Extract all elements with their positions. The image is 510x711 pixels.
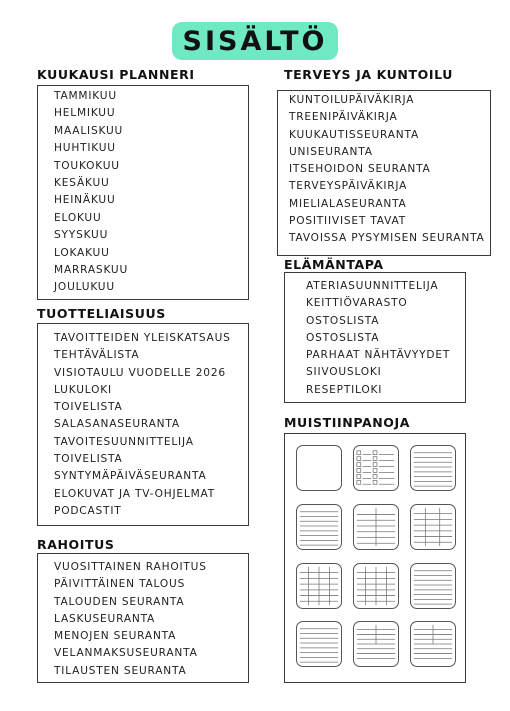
planner-item: TAMMIKUU — [54, 90, 117, 102]
note-template-split-page — [353, 621, 399, 667]
note-template-grid-page — [353, 563, 399, 609]
note-template-grid-page — [296, 563, 342, 609]
note-template-lined-page — [410, 445, 456, 491]
productivity-item: TOIVELISTA — [54, 401, 123, 414]
note-template-columns-page — [410, 504, 456, 550]
productivity-item: TAVOITTEIDEN YLEISKATSAUS — [54, 332, 231, 344]
planner-item: KESÄKUU — [54, 177, 110, 190]
lifestyle-item: SIIVOUSLOKI — [306, 366, 382, 379]
planner-item: MARRASKUU — [54, 264, 129, 277]
planner-list — [37, 85, 249, 300]
finance-list — [37, 553, 249, 683]
lifestyle-item: OSTOSLISTA — [306, 331, 380, 344]
lifestyle-item: PARHAAT NÄHTÄVYYDET — [306, 349, 451, 362]
productivity-item: SYNTYMÄPÄIVÄSEURANTA — [54, 470, 207, 483]
finance-item: VUOSITTAINEN RAHOITUS — [54, 561, 207, 573]
health-item: TREENIPÄIVÄKIRJA — [289, 111, 398, 124]
finance-item: MENOJEN SEURANTA — [54, 630, 177, 643]
finance-item: LASKUSEURANTA — [54, 612, 156, 625]
section-title-finance: RAHOITUS — [37, 537, 115, 552]
health-item: KUNTOILUPÄIVÄKIRJA — [289, 94, 415, 106]
planner-item: SYYSKUU — [54, 229, 109, 242]
planner-item: JOULUKUU — [54, 281, 115, 294]
planner-item: HUHTIKUU — [54, 142, 116, 155]
lifestyle-item: RESEPTILOKI — [306, 383, 383, 396]
finance-item: PÄIVITTÄINEN TALOUS — [54, 578, 186, 591]
health-item: MIELIALASEURANTA — [289, 197, 407, 210]
health-item: TERVEYSPÄIVÄKIRJA — [289, 180, 408, 193]
notes-templates-grid — [284, 433, 466, 683]
productivity-item: PODCASTIT — [54, 504, 122, 517]
lifestyle-list — [284, 272, 466, 403]
note-template-lined-page — [296, 504, 342, 550]
planner-item: LOKAKUU — [54, 246, 110, 259]
health-item: KUUKAUTISSEURANTA — [289, 128, 420, 141]
section-title-notes: MUISTIINPANOJA — [284, 415, 411, 430]
note-template-blank-page — [296, 445, 342, 491]
health-list — [277, 90, 491, 256]
health-item: POSITIIVISET TAVAT — [289, 215, 407, 228]
lifestyle-item: OSTOSLISTA — [306, 314, 380, 327]
note-template-split-page — [410, 621, 456, 667]
health-item: TAVOISSA PYSYMISEN SEURANTA — [289, 232, 485, 245]
productivity-item: TAVOITESUUNNITTELIJA — [54, 435, 194, 448]
planner-item: HELMIKUU — [54, 107, 116, 120]
lifestyle-item: KEITTIÖVARASTO — [306, 297, 408, 310]
note-template-lined-page — [296, 621, 342, 667]
section-title-productivity: TUOTTELIAISUUS — [37, 306, 166, 321]
planner-item: MAALISKUU — [54, 124, 124, 137]
note-template-table-page — [353, 504, 399, 550]
productivity-item: VISIOTAULU VUODELLE 2026 — [54, 366, 226, 379]
productivity-list — [37, 323, 249, 526]
lifestyle-item: ATERIASUUNNITTELIJA — [306, 280, 439, 292]
finance-item: TALOUDEN SEURANTA — [54, 595, 185, 608]
productivity-item: LUKULOKI — [54, 383, 112, 396]
health-item: ITSEHOIDON SEURANTA — [289, 163, 431, 176]
finance-item: TILAUSTEN SEURANTA — [54, 664, 187, 677]
planner-item: TOUKOKUU — [54, 159, 120, 172]
productivity-item: TEHTÄVÄLISTA — [54, 349, 140, 362]
planner-item: HEINÄKUU — [54, 194, 116, 207]
section-title-lifestyle: ELÄMÄNTAPA — [284, 257, 384, 272]
section-title-planner: KUUKAUSI PLANNERI — [37, 67, 195, 82]
health-item: UNISEURANTA — [289, 145, 373, 158]
planner-item: ELOKUU — [54, 211, 102, 224]
note-template-checklist-page — [353, 445, 399, 491]
productivity-item: ELOKUVAT JA TV-OHJELMAT — [54, 487, 216, 500]
page-title: SISÄLTÖ — [172, 22, 338, 60]
productivity-item: SALASANASEURANTA — [54, 418, 180, 431]
finance-item: VELANMAKSUSEURANTA — [54, 647, 198, 660]
productivity-item: TOIVELISTA — [54, 453, 123, 466]
note-template-lined-page — [410, 563, 456, 609]
section-title-health: TERVEYS JA KUNTOILU — [284, 67, 453, 82]
